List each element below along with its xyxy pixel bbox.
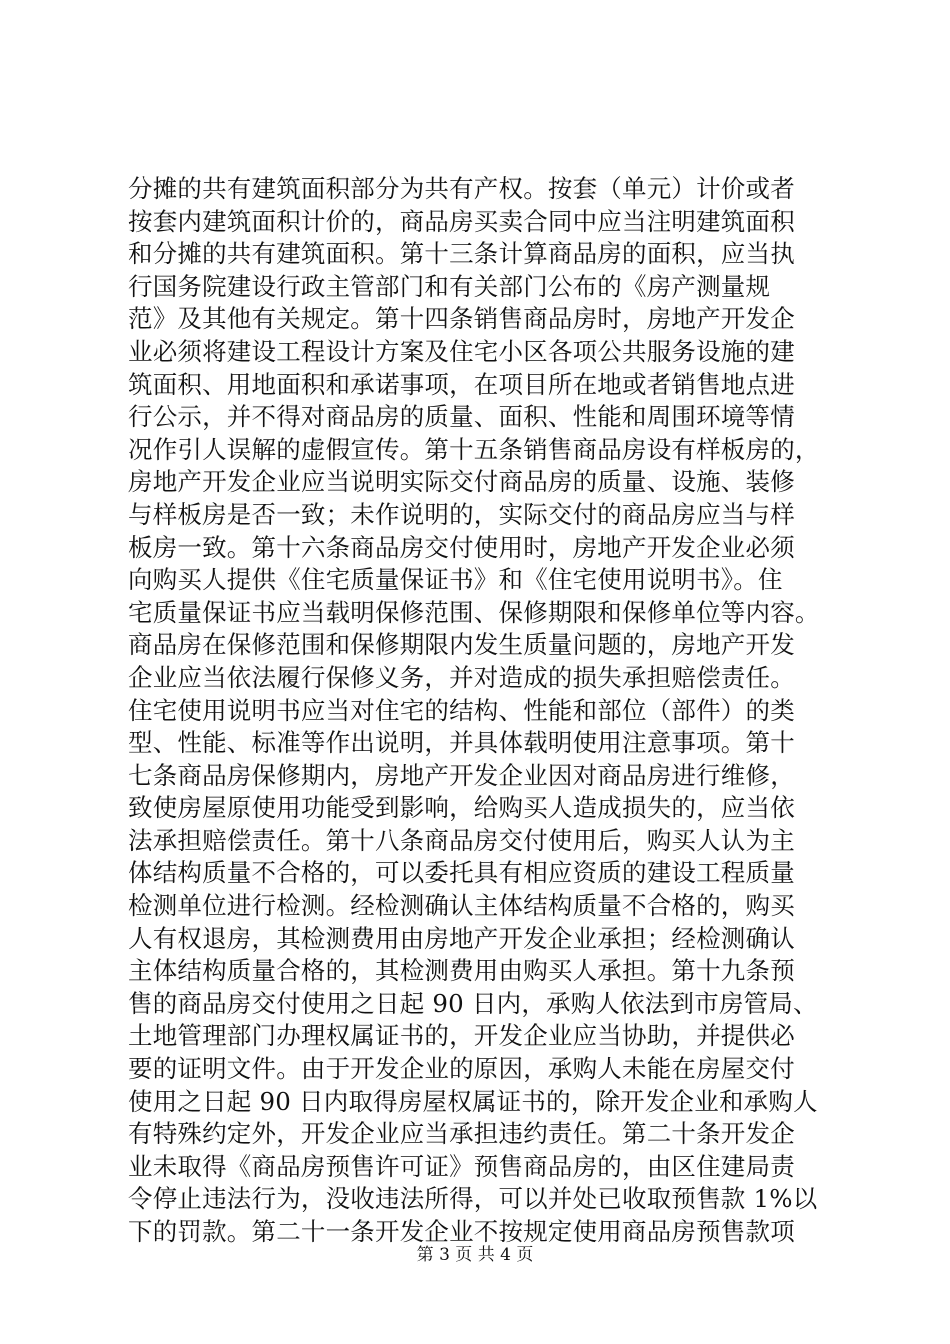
text-line-24: 人有权退房，其检测费用由房地产开发企业承担；经检测确认 bbox=[128, 923, 795, 953]
text-line-30: 有特殊约定外，开发企业应当承担违约责任。第二十条开发企 bbox=[128, 1119, 795, 1149]
text-line-31: 业未取得《商品房预售许可证》预售商品房的，由区住建局责 bbox=[128, 1151, 795, 1181]
text-line-5: 范》及其他有关规定。第十四条销售商品房时，房地产开发企 bbox=[128, 304, 795, 334]
text-line-11: 与样板房是否一致；未作说明的，实际交付的商品房应当与样 bbox=[128, 499, 795, 529]
text-line-12: 板房一致。第十六条商品房交付使用时，房地产开发企业必须 bbox=[128, 532, 795, 562]
text-line-26: 售的商品房交付使用之日起 90 日内，承购人依法到市房管局、 bbox=[128, 988, 818, 1018]
text-line-20: 致使房屋原使用功能受到影响，给购买人造成损失的，应当依 bbox=[128, 793, 795, 823]
text-line-3: 和分摊的共有建筑面积。第十三条计算商品房的面积，应当执 bbox=[128, 239, 795, 269]
text-line-9: 况作引人误解的虚假宣传。第十五条销售商品房设有样板房的， bbox=[128, 434, 820, 464]
text-line-32: 令停止违法行为，没收违法所得，可以并处已收取预售款 1%以 bbox=[128, 1184, 818, 1214]
text-line-16: 企业应当依法履行保修义务，并对造成的损失承担赔偿责任。 bbox=[128, 662, 795, 692]
text-line-6: 业必须将建设工程设计方案及住宅小区各项公共服务设施的建 bbox=[128, 336, 795, 366]
text-line-27: 土地管理部门办理权属证书的，开发企业应当协助，并提供必 bbox=[128, 1021, 795, 1051]
text-line-18: 型、性能、标准等作出说明，并具体载明使用注意事项。第十 bbox=[128, 728, 795, 758]
text-line-22: 体结构质量不合格的，可以委托具有相应资质的建设工程质量 bbox=[128, 858, 795, 888]
text-line-29: 使用之日起 90 日内取得房屋权属证书的，除开发企业和承购人 bbox=[128, 1086, 818, 1116]
text-line-19: 七条商品房保修期内，房地产开发企业因对商品房进行维修， bbox=[128, 760, 795, 790]
text-line-8: 行公示，并不得对商品房的质量、面积、性能和周围环境等情 bbox=[128, 402, 795, 432]
text-line-25: 主体结构质量合格的，其检测费用由购买人承担。第十九条预 bbox=[128, 956, 795, 986]
text-line-7: 筑面积、用地面积和承诺事项，在项目所在地或者销售地点进 bbox=[128, 369, 795, 399]
text-line-28: 要的证明文件。由于开发企业的原因，承购人未能在房屋交付 bbox=[128, 1054, 795, 1084]
text-line-14: 宅质量保证书应当载明保修范围、保修期限和保修单位等内容。 bbox=[128, 597, 820, 627]
text-line-2: 按套内建筑面积计价的，商品房买卖合同中应当注明建筑面积 bbox=[128, 206, 795, 236]
text-line-10: 房地产开发企业应当说明实际交付商品房的质量、设施、装修 bbox=[128, 467, 795, 497]
text-line-13: 向购买人提供《住宅质量保证书》和《住宅使用说明书》。住 bbox=[128, 565, 783, 595]
text-line-21: 法承担赔偿责任。第十八条商品房交付使用后，购买人认为主 bbox=[128, 825, 795, 855]
text-line-33: 下的罚款。第二十一条开发企业不按规定使用商品房预售款项 bbox=[128, 1217, 795, 1246]
page-number: 第 3 页 共 4 页 bbox=[416, 1245, 534, 1265]
page-footer bbox=[0, 1244, 950, 1266]
text-line-4: 行国务院建设行政主管部门和有关部门公布的《房产测量规 bbox=[128, 271, 771, 301]
text-line-23: 检测单位进行检测。经检测确认主体结构质量不合格的，购买 bbox=[128, 891, 795, 921]
text-line-17: 住宅使用说明书应当对住宅的结构、性能和部位（部件）的类 bbox=[128, 695, 795, 725]
text-line-1: 分摊的共有建筑面积部分为共有产权。按套（单元）计价或者 bbox=[128, 174, 795, 203]
text-line-15: 商品房在保修范围和保修期限内发生质量问题的，房地产开发 bbox=[128, 630, 795, 660]
body-text bbox=[128, 173, 838, 1249]
